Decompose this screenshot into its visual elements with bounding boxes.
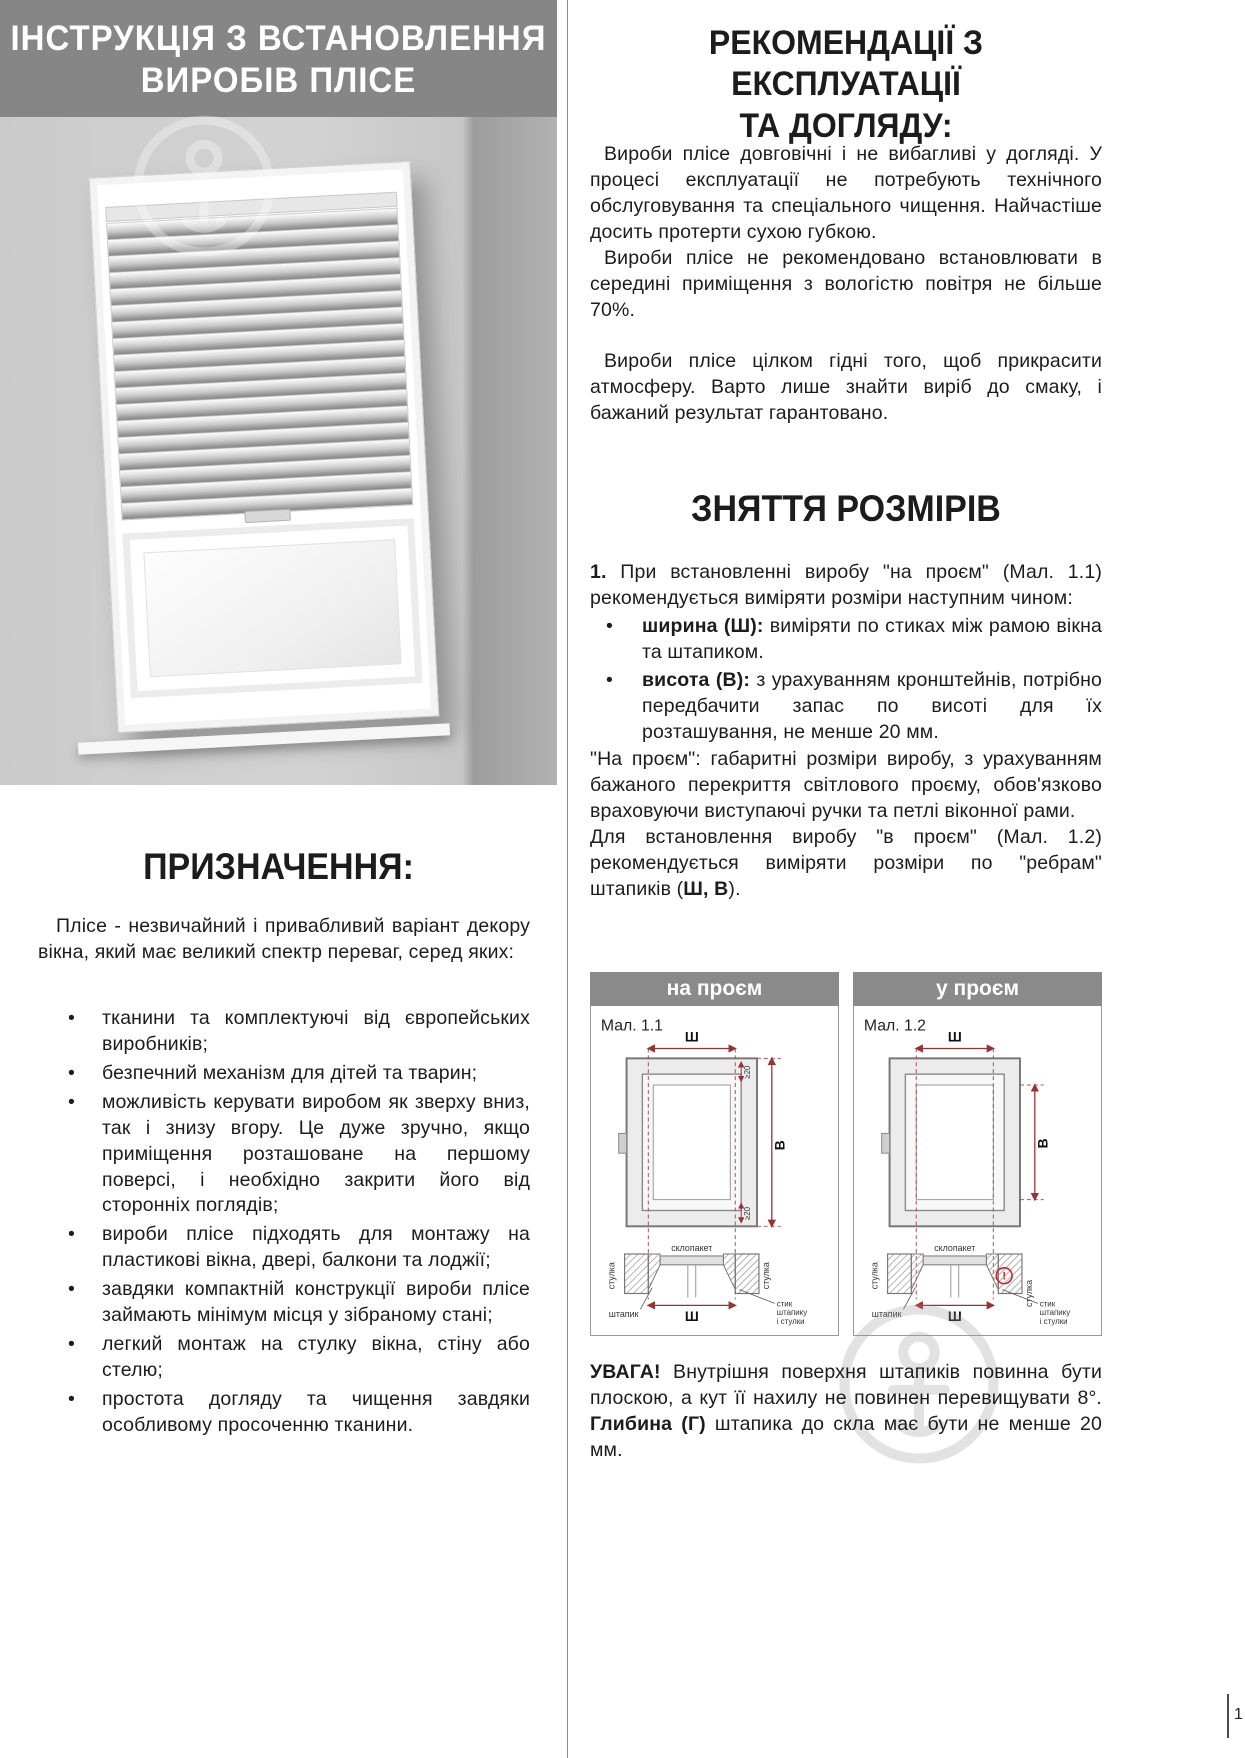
step-text: При встановленні виробу "на проєм" (Мал. 1.1) рекомендується виміряти розміри наступним чином:	[590, 561, 1102, 609]
p3-dims: Ш, В	[683, 878, 729, 901]
care-paragraph-3: Вироби плісе цілком гідні того, щоб прикрасити атмосферу. Варто лише знайти виріб до смаку, і бажаний результат гарантовано.	[590, 350, 1102, 425]
blind-handle	[244, 509, 291, 523]
svg-text:і стулки: і стулки	[1039, 1317, 1068, 1327]
diagram2-joint-label: стик	[1039, 1299, 1056, 1309]
diagram1-clearance-top: ≥20	[743, 1065, 753, 1079]
diagram1-glazing-label: склопакет	[671, 1243, 713, 1254]
care-paragraph-2: Вироби плісе не рекомендовано встановлювати в середині приміщення з вологістю повітря не більше 70%.	[590, 246, 1102, 321]
height-desc: з урахуванням кронштейнів, потрібно передбачити запас по висоті для їх розташування, не менше 20 мм.	[642, 668, 1102, 743]
diagram-u-proem	[853, 972, 1102, 1336]
diagram1-joint-label: стик	[776, 1299, 793, 1309]
purpose-item: • можливість керувати виробом як зверху вниз, так і знизу вгору. Це дуже зручно, якщо приміщення розташоване на першому поверсі, і необхідно закрити його від сторонніх поглядів;	[38, 1090, 530, 1220]
window-illustration	[89, 161, 440, 733]
document-title-line1: ІНСТРУКЦІЯ З ВСТАНОВЛЕННЯ	[10, 17, 547, 58]
diagram1-figure	[591, 1006, 838, 1334]
width-term: ширина (Ш):	[642, 614, 764, 637]
measuring-diagrams	[590, 972, 1102, 1336]
care-paragraph-1: Вироби плісе довговічні і не вибагливі у догляді. У процесі експлуатації не потребують технічного обслуговування та спеціального чищення. Найчастіше досить протерти сухою губкою.	[590, 143, 1102, 243]
diagram1-window	[619, 1058, 757, 1226]
purpose-item: • завдяки компактній конструкції вироби плісе займають мінімум місця у зібраному стані;	[38, 1277, 530, 1329]
care-heading-line2: ТА ДОГЛЯДУ:	[739, 105, 953, 145]
purpose-list	[38, 1006, 530, 1442]
diagram-na-proem	[590, 972, 839, 1336]
measuring-paragraph-3	[590, 825, 1102, 903]
attention-note	[590, 1360, 1102, 1464]
diagram2-header: у проєм	[853, 972, 1102, 1006]
document-title-line2: ВИРОБІВ ПЛІСЕ	[140, 59, 417, 99]
diagram2-caption: Мал. 1.2	[863, 1017, 926, 1035]
purpose-item: • простота догляду та чищення завдяки особливому просоченню тканини.	[38, 1387, 530, 1439]
purpose-item: • безпечний механізм для дітей та тварин;	[38, 1061, 530, 1087]
measuring-paragraph-2: "На проєм": габаритні розміри виробу, з урахуванням бажаного перекриття світлового проєму, обов'язково враховуючи виступаючі ручки та петлі віконної рами.	[590, 748, 1102, 823]
diagram1-caption: Мал. 1.1	[600, 1017, 663, 1035]
p3-text-a: Для встановлення виробу "в проєм" (Мал. 1.2) рекомендується виміряти розміри по "ребрам" штапиків (	[590, 826, 1102, 901]
svg-text:штапику: штапику	[776, 1308, 808, 1318]
measuring-heading: ЗНЯТТЯ РОЗМІРІВ	[691, 488, 1001, 530]
care-heading-line1: РЕКОМЕНДАЦІЇ З ЕКСПЛУАТАЦІЇ	[708, 22, 984, 103]
page-number: 1	[1234, 1706, 1243, 1723]
attention-label: УВАГА!	[590, 1361, 661, 1383]
page-number-rule	[1227, 1694, 1229, 1738]
purpose-heading: ПРИЗНАЧЕННЯ:	[143, 846, 414, 888]
purpose-intro: Плісе - незвичайний і привабливий варіант декору вікна, який має великий спектр переваг, серед яких:	[38, 915, 530, 963]
height-term: висота (В):	[642, 668, 751, 691]
window-glass	[143, 539, 401, 677]
diagram1-width-bottom-label: Ш	[684, 1308, 699, 1325]
purpose-item: • вироби плісе підходять для монтажу на пластикові вікна, двері, балкони та лоджії;	[38, 1222, 530, 1274]
diagram1-bead-label: штапик	[608, 1309, 639, 1320]
care-section	[590, 142, 1102, 427]
attention-depth-term: Глибина (Г)	[590, 1412, 706, 1435]
measuring-section	[590, 560, 1102, 903]
diagram1-clearance-bottom: ≥20	[743, 1206, 753, 1221]
diagram2-glazing-label: склопакет	[934, 1243, 976, 1254]
diagram2-figure	[854, 1006, 1101, 1334]
column-divider	[567, 0, 568, 1758]
attention-text-1: Внутрішня поверхня штапиків повинна бути плоскою, а кут її нахилу не повинен перевищувати 8°.	[590, 1361, 1102, 1409]
diagram1-cross-section	[625, 1254, 759, 1297]
svg-text:штапику: штапику	[1039, 1308, 1071, 1318]
diagram1-height-label: В	[771, 1140, 788, 1151]
measuring-list	[590, 614, 1102, 746]
diagram1-sash-right-label: стулка	[760, 1262, 771, 1290]
diagram2-height-label: В	[1034, 1138, 1051, 1149]
pleated-blind	[106, 208, 413, 521]
svg-text:і стулки: і стулки	[776, 1317, 805, 1327]
window-lower-sash	[122, 518, 422, 698]
diagram2-sash-left-label: стулка	[869, 1262, 880, 1290]
alert-mark: !	[1002, 1270, 1006, 1283]
diagram2-bead-label: штапик	[871, 1309, 902, 1320]
document-title-banner	[0, 0, 557, 117]
diagram2-body	[853, 1006, 1102, 1336]
measuring-item-height	[590, 668, 1102, 746]
diagram1-header: на проєм	[590, 972, 839, 1006]
diagram1-width-label: Ш	[684, 1028, 699, 1045]
attention-text-2: штапика до скла має бути не менше 20 мм.	[590, 1412, 1102, 1461]
width-desc: виміряти по стиках між рамою вікна та штапиком.	[642, 614, 1102, 663]
diagram2-width-label: Ш	[947, 1028, 962, 1045]
diagram1-sash-left-label: стулка	[606, 1262, 617, 1290]
p3-text-b: ).	[728, 878, 741, 901]
purpose-item: • тканини та комплектуючі від європейських виробників;	[38, 1006, 530, 1058]
care-heading	[590, 21, 1102, 145]
measuring-step-1	[590, 560, 1102, 612]
diagram1-body	[590, 1006, 839, 1336]
diagram2-window	[882, 1058, 1020, 1226]
step-number: 1.	[590, 561, 607, 583]
diagram2-width-bottom-label: Ш	[947, 1308, 962, 1325]
diagram2-sash-right-label: стулка	[1023, 1279, 1034, 1308]
window-blind-photo	[0, 117, 557, 785]
purpose-item: • легкий монтаж на стулку вікна, стіну або стелю;	[38, 1332, 530, 1384]
measuring-item-width	[590, 614, 1102, 666]
